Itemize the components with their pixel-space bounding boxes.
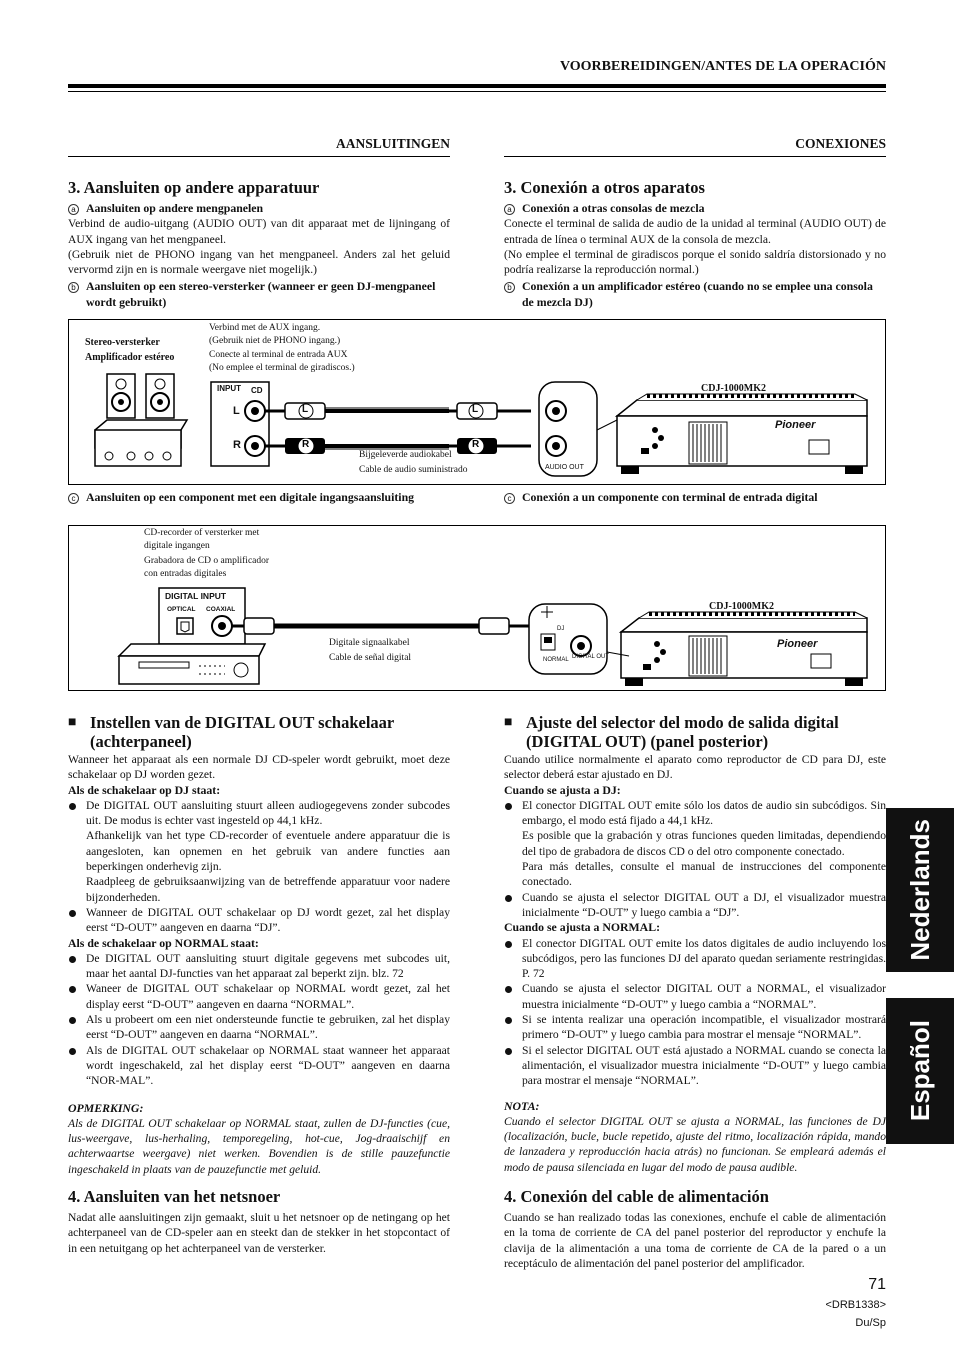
amplifier-icon <box>95 420 187 466</box>
aux-note-2: (Gebruik niet de PHONO ingang.) <box>209 336 341 346</box>
doc-code: <DRB1338> <box>825 1299 886 1311</box>
model-label: CDJ-1000MK2 <box>701 383 766 394</box>
left-c-heading <box>68 490 450 505</box>
note-heading: OPMERKING: <box>68 1100 144 1115</box>
amp-label-es: Amplificador estéreo <box>85 352 175 363</box>
diagram-stereo-amp <box>68 319 886 485</box>
amp-label-nl: Stereo-versterker <box>85 337 160 348</box>
tab-nederlands <box>886 808 954 972</box>
list-item: Cuando se ajusta el selector DIGITAL OUT a NORMAL, el visualizador muestra inicialmente “D-OUT” y luego cambia a “NORMAL”. <box>504 981 886 1012</box>
subheading-c-es: Conexión a un componente con terminal de entrada digital <box>522 490 818 504</box>
list-item: Als de DIGITAL OUT schakelaar op NORMAL staat wanneer het apparaat wordt ingeschakeld, zal het display eerst “D-OUT” aangeven en daarna “NOR-MAL”. <box>68 1043 450 1089</box>
note-text-es: Cuando el selector DIGITAL OUT se ajusta a NORMAL, las funciones de DJ (localización, bucle, bucle repetido, ajuste del ritmo, localización rápida, mando de lanzadera y reproducción hacia atrás) no funcionan. Se empleará además el modo de pausa silenciada en lugar del modo de pausa audible. <box>504 1114 886 1174</box>
list-item: De DIGITAL OUT aansluiting stuurt alleen audiogegevens zonder subcodes uit. De modus is echter vast ingesteld op 44,1 kHz. Afhankelijk van het type CD-recorder of eventuele andere apparatuur die is aangesloten, kan opnemen en het gebruik van andere functies aan beperkingen onderhevig zijn. Raadpleeg de gebruiksaanwijzing van de betreffende apparatuur voor nadere bijzonderheden. <box>68 798 450 905</box>
dj-heading-es: Cuando se ajusta a DJ: <box>504 782 621 797</box>
list-item: Als u probeert om een niet ondersteunde functie te gebruiken, zal het display eerst “D-OUT” aangeven en daarna “NORMAL”. <box>68 1012 450 1043</box>
list-item: Wanneer de DIGITAL OUT schakelaar op DJ wordt gezet, zal het display eerst “D-OUT” aangeven en daarna “DJ”. <box>68 905 450 936</box>
bullet-square-es: ■ <box>504 715 513 730</box>
marker-a-es: a <box>504 204 515 215</box>
speaker-right-icon <box>146 374 174 418</box>
digital-input-label: DIGITAL INPUT <box>165 591 227 601</box>
cdj-player-icon-2 <box>607 612 867 686</box>
audio-out-panel <box>539 382 617 476</box>
recorder-note-2: digitale ingangen <box>144 541 210 551</box>
plug-l-left: L <box>302 404 309 415</box>
dj-heading: Als de schakelaar op DJ staat: <box>68 782 221 797</box>
l-label: L <box>233 405 240 417</box>
list-item: Si el selector DIGITAL OUT está ajustado a NORMAL cuando se conecta la alimentación, el visualizador muestra inicialmente “D-OUT” y luego cambia para mostrar el mensaje “NORMAL”. <box>504 1043 886 1089</box>
tab-nederlands-label: Nederlands <box>904 819 935 961</box>
heading-power-es: 4. Conexión del cable de alimentación <box>504 1187 769 1207</box>
section-rule-left <box>68 156 450 157</box>
marker-b-es: b <box>504 282 515 293</box>
plug-r-right: R <box>472 439 480 450</box>
dj-label: DJ <box>557 626 565 632</box>
right-bottom-column <box>504 713 886 1271</box>
section-title-left: AANSLUITINGEN <box>335 136 450 151</box>
plug-l-right: L <box>472 404 479 415</box>
aux-note-3: Conecte al terminal de entrada AUX <box>209 350 348 360</box>
diagram-digital <box>68 525 886 691</box>
coaxial-label: COAXIAL <box>206 606 236 613</box>
digital-cable-es: Cable de señal digital <box>329 653 412 663</box>
list-item: El conector DIGITAL OUT emite los datos digitales de audio incluyendo los subcódigos, pero las funciones DJ del aparato quedan seriamente restringidas. P. 72 <box>504 936 886 982</box>
recorder-note-4: con entradas digitales <box>144 569 227 579</box>
cable-label-es: Cable de audio suministrado <box>359 465 468 475</box>
recorder-note-3: Grabadora de CD o amplificador <box>144 556 270 566</box>
page-number: 71 <box>868 1276 886 1293</box>
marker-a: a <box>68 204 79 215</box>
note-text: Als de DIGITAL OUT schakelaar op NORMAL staat, zullen de DJ-functies (cue, lus-weergave, lus-herhaling, temporegeling, hot-cue, Jog-draaischijf en achterwaartse weergave) niet werken. Bovendien is de stille pauzefunctie ingeschakeld in plaats van de pauzefunctie met geluid. <box>68 1116 450 1176</box>
plug-r-left: R <box>302 439 310 450</box>
r-label: R <box>233 439 241 451</box>
audio-out-label: AUDIO OUT <box>545 464 584 471</box>
left-bottom-column <box>68 713 450 1256</box>
speaker-left-icon <box>107 374 135 418</box>
paragraph-a-es: Conecte el terminal de salida de audio de la unidad al terminal (AUDIO OUT) de entrada de línea o terminal AUX de la consola de mezcla. <box>504 217 886 246</box>
subheading-b: Aansluiten op een stereo-versterker (wanneer er geen DJ-mengpaneel wordt gebruikt) <box>86 279 436 309</box>
paragraph-a2: (Gebruik niet de PHONO ingang van het mengpaneel. Anders zal het geluid vervormd zijn en is normale weergave niet mogelijk.) <box>68 247 450 277</box>
brand-logo: Pioneer <box>775 419 816 431</box>
list-item: Waneer de DIGITAL OUT schakelaar op NORMAL wordt gezet, zal het display eerst “D-OUT” aangeven en daarna “NORMAL”. <box>68 981 450 1012</box>
tab-espanol <box>886 998 954 1144</box>
digital-out-label: DIGITAL OUT <box>572 654 610 660</box>
section-rule-right <box>504 156 886 157</box>
right-c-heading <box>504 490 886 505</box>
cd-recorder-icon <box>119 644 265 684</box>
note-heading-es: NOTA: <box>504 1098 540 1113</box>
cd-label: CD <box>251 386 263 395</box>
list-item: Si se intenta realizar una operación incompatible, el visualizador mostrará primero “D-OUT” y luego cambia para mostrar el mensaje “NORMAL”. <box>504 1012 886 1043</box>
list-item: Cuando se ajusta el selector DIGITAL OUT a DJ, el visualizador muestra inicialmente “D-OUT” y luego cambia a “DJ”. <box>504 890 886 921</box>
brand-logo-2: Pioneer <box>777 638 818 650</box>
paragraph-a: Verbind de audio-uitgang (AUDIO OUT) van dit apparaat met de lijningang of AUX ingang van het mengpaneel. <box>68 217 450 246</box>
cable-label-nl: Bijgeleverde audiokabel <box>359 450 452 460</box>
right-top-column <box>504 178 886 310</box>
digital-cable-nl: Digitale signaalkabel <box>329 638 410 648</box>
heading-connect-other: 3. Aansluiten op andere apparatuur <box>68 178 320 197</box>
model-label-2: CDJ-1000MK2 <box>709 601 774 612</box>
optical-label: OPTICAL <box>167 606 196 613</box>
heading-conexion-otros: 3. Conexión a otros aparatos <box>504 178 705 197</box>
doc-lang: Du/Sp <box>855 1317 886 1329</box>
subheading-b-es: Conexión a un amplificador estéreo (cuando no se emplee una consola de mezcla DJ) <box>522 279 873 309</box>
header-rule <box>68 84 886 88</box>
header-rule-thin <box>68 91 886 92</box>
paragraph-a2-es: (No emplee el terminal de giradiscos porque el sonido saldría distorsionado y no podría realizarse la reproducción normal.) <box>504 247 886 277</box>
tab-espanol-label: Español <box>904 1020 935 1122</box>
heading-digital-out: Instellen van de DIGITAL OUT schakelaar (achterpaneel) <box>90 713 394 751</box>
marker-c: c <box>68 493 79 504</box>
power-text-es: Cuando se han realizado todas las conexiones, enchufe el cable de alimentación en la toma de corriente de CA del panel posterior del reproductor y enchufe la clavija de la alimentación a una toma de corriente de CA de la pared o a un receptáculo de alimentación del panel posterior del amplificador. <box>504 1211 886 1270</box>
subheading-a: Aansluiten op andere mengpanelen <box>86 201 264 215</box>
aux-note-4: (No emplee el terminal de giradiscos.) <box>209 363 355 373</box>
digital-out-panel <box>529 604 610 674</box>
heading-power: 4. Aansluiten van het netsnoer <box>68 1187 281 1207</box>
marker-c-es: c <box>504 493 515 504</box>
heading-digital-out-es: Ajuste del selector del modo de salida digital (DIGITAL OUT) (panel posterior) <box>526 713 839 751</box>
normal-label: NORMAL <box>543 657 569 663</box>
normal-heading: Als de schakelaar op NORMAL staat: <box>68 935 259 950</box>
input-label: INPUT <box>217 384 241 393</box>
list-item: De DIGITAL OUT aansluiting stuurt digitale gegevens met subcodes uit, maar het aantal DJ-functies van het apparaat zal beperkt zijn. blz. 72 <box>68 951 450 982</box>
cdj-player-icon <box>617 394 867 474</box>
section-title-right: CONEXIONES <box>795 136 886 151</box>
bullet-square: ■ <box>68 715 77 730</box>
digital-intro-es: Cuando utilice normalmente el aparato como reproductor de CD para DJ, este selector deberá estar ajustado en DJ. <box>504 753 886 782</box>
left-top-column <box>68 178 450 310</box>
subheading-a-es: Conexión a otras consolas de mezcla <box>522 201 705 215</box>
marker-b: b <box>68 282 79 293</box>
digital-cable-icon <box>232 618 574 634</box>
list-item: El conector DIGITAL OUT emite sólo los datos de audio sin subcódigos. Sin embargo, el modo está fijado a 44,1 kHz. Es posible que la grabación y otras funciones queden limitadas, dependiendo del tipo de grabadora de discos CD o del otro componente conectado. Para más detalles, consulte el manual de instrucciones del componente conectado. <box>504 798 886 890</box>
subheading-c: Aansluiten op een component met een digitale ingangsaansluiting <box>86 490 415 504</box>
aux-note-1: Verbind met de AUX ingang. <box>209 323 321 333</box>
power-text: Nadat alle aansluitingen zijn gemaakt, sluit u het netsnoer op de netingang op het achterpaneel van de CD-speler aan en steekt dan de stekker in het stopcontact of in een netuitgang op het achterpaneel van de versterker. <box>68 1211 450 1255</box>
digital-intro: Wanneer het apparaat als een normale DJ CD-speler wordt gebruikt, moet deze schakelaar op DJ worden gezet. <box>68 753 450 782</box>
diagram-stereo-amp-drawing <box>69 320 887 486</box>
normal-heading-es: Cuando se ajusta a NORMAL: <box>504 920 660 935</box>
recorder-note-1: CD-recorder of versterker met <box>144 528 260 538</box>
running-header: VOORBEREIDINGEN/ANTES DE LA OPERACIÓN <box>559 59 886 74</box>
